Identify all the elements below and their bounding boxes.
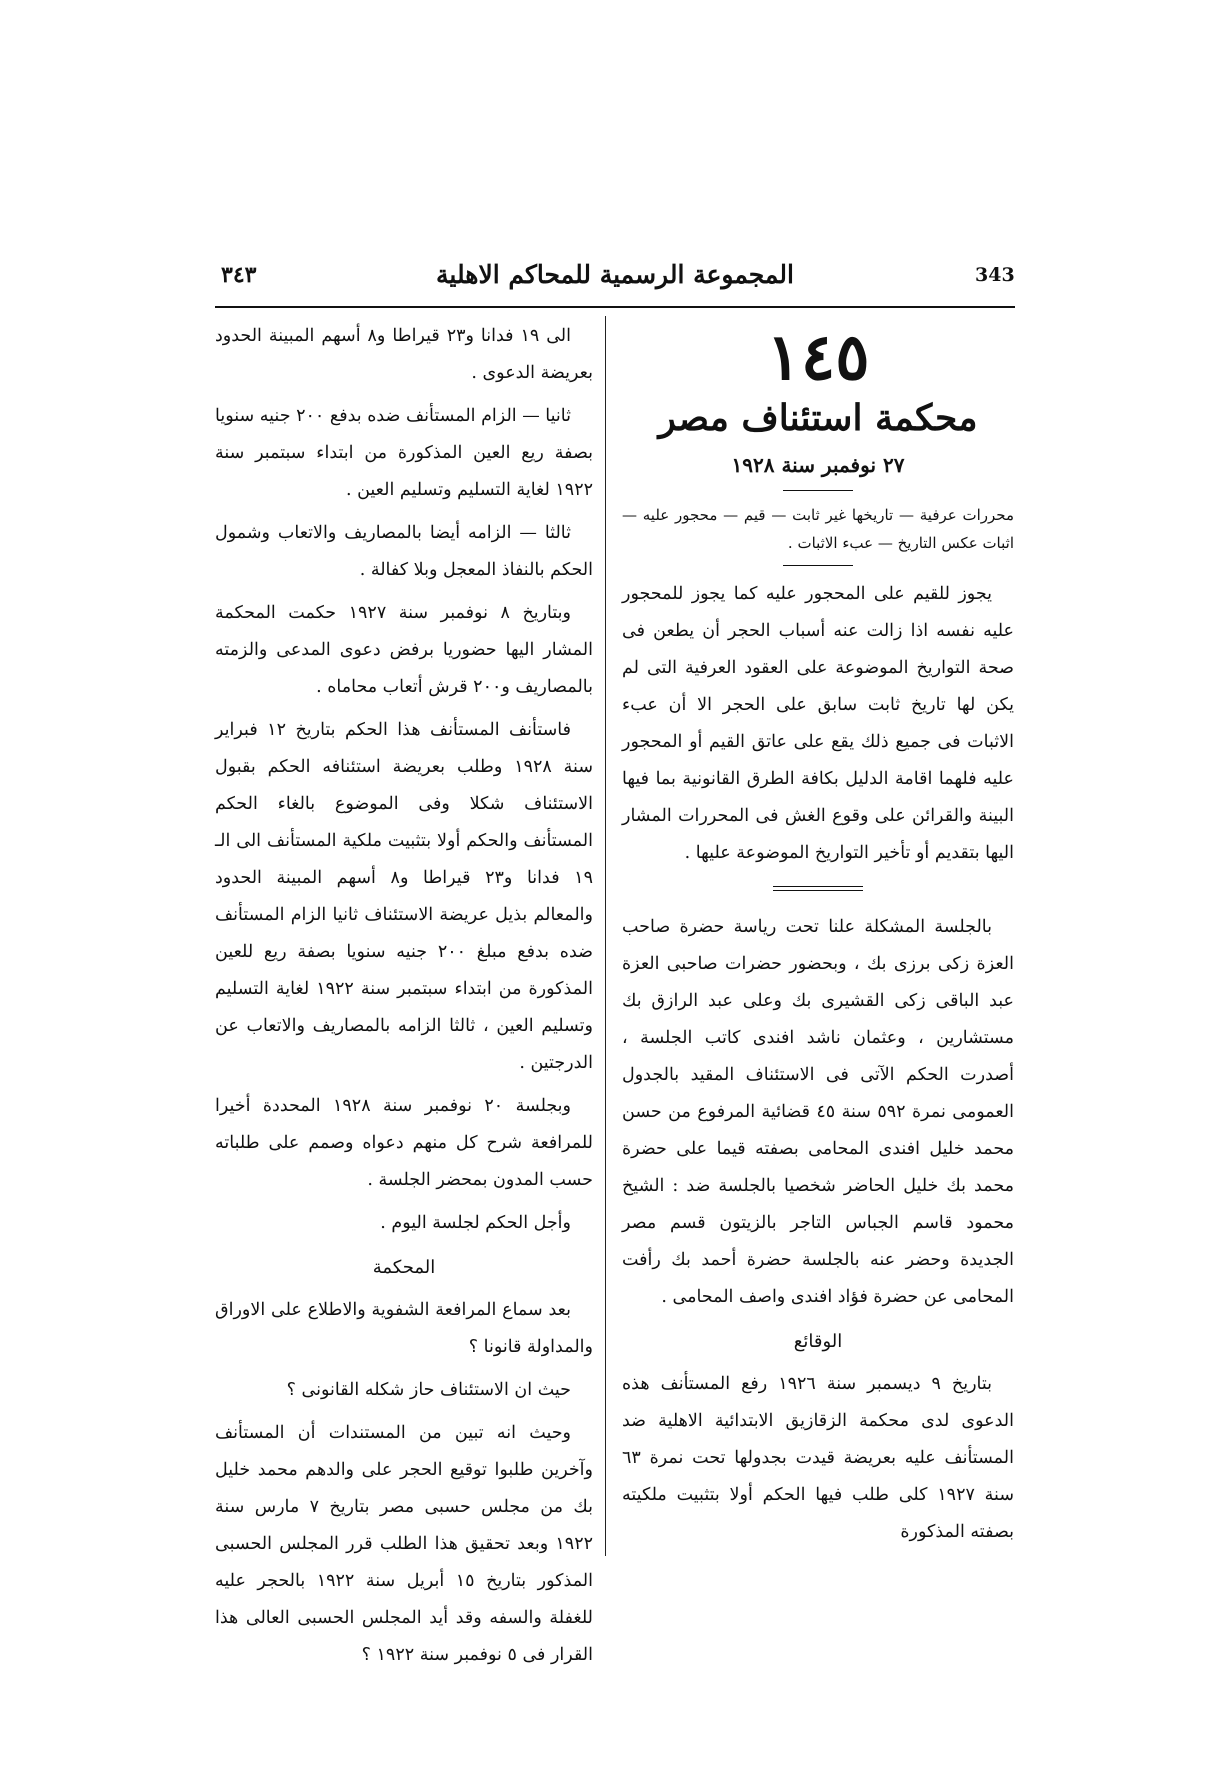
page-number-arabic: ٣٤٣ — [221, 262, 257, 288]
date-rule — [783, 490, 853, 491]
paragraph: فاستأنف المستأنف هذا الحكم بتاريخ ١٢ فبراير سنة ١٩٢٨ وطلب بعريضة استئنافه الحكم بقبول الاستئناف شكلا وفى الموضوع بالغاء الحكم المستأنف والحكم أولا بتثبيت ملكية المستأنف الى الـ ١٩ فدانا و٢٣ قيراطا و٨ أسهم المبينة الحدود والمعالم بذيل عريضة الاستئناف ثانيا الزام المستأنف ضده بدفع مبلغ ٢٠٠ جنيه سنويا بصفة ريع للعين المذكورة من ابتداء سبتمبر سنة ١٩٢٢ لغاية التسليم وتسليم العين ، ثالثا الزامه بالمصاريف والاتعاب عن الدرجتين . — [215, 720, 594, 1073]
paragraph: ثانيا — الزام المستأنف ضده بدفع ٢٠٠ جنيه سنويا بصفة ريع العين المذكورة من ابتداء سبتمبر سنة ١٩٢٢ لغاية التسليم وتسليم العين . — [215, 406, 593, 500]
paragraph: وبجلسة ٢٠ نوفمبر سنة ١٩٢٨ المحددة أخيرا للمرافعة شرح كل منهم دعواه وصمم على طلباته حسب المدون بمحضر الجلسة . — [215, 1096, 593, 1190]
facts-heading: الوقائع — [793, 1331, 843, 1352]
paragraph: ثالثا — الزامه أيضا بالمصاريف والاتعاب وشمول الحكم بالنفاذ المعجل وبلا كفالة . — [215, 523, 593, 580]
keywords-rule — [783, 565, 853, 566]
paragraph: وحيث انه تبين من المستندات أن المستأنف وآخرين طلبوا توقيع الحجر على والدهم محمد خليل بك من مجلس حسبى مصر بتاريخ ٧ مارس سنة ١٩٢٢ وبعد تحقيق هذا الطلب قرر المجلس الحسبى المذكور بتاريخ ١٥ أبريل سنة ١٩٢٢ بالحجر عليه للغفلة والسفه وقد أيد المجلس الحسبى العالى هذا القرار فى ٥ نوفمبر سنة ١٩٢٢ ؟ — [215, 1423, 594, 1665]
case-date: ٢٧ نوفمبر سنة ١٩٢٨ — [731, 453, 905, 477]
paragraph: الى ١٩ فدانا و٢٣ قيراطا و٨ أسهم المبينة الحدود بعريضة الدعوى . — [215, 326, 593, 383]
double-rule — [773, 886, 863, 891]
right-column — [622, 318, 1014, 1557]
page-header — [215, 258, 1015, 302]
paragraph: حيث ان الاستئناف حاز شكله القانونى ؟ — [286, 1380, 571, 1400]
paragraph: بعد سماع المرافعة الشفوية والاطلاع على الاوراق والمداولة قانونا ؟ — [215, 1300, 593, 1357]
paragraph: وأجل الحكم لجلسة اليوم . — [380, 1213, 571, 1233]
header-rule — [215, 306, 1015, 308]
court-name: محكمة استئناف مصر — [658, 397, 978, 439]
facts-paragraph: بتاريخ ٩ ديسمبر سنة ١٩٢٦ رفع المستأنف هذه الدعوى لدى محكمة الزقازيق الابتدائية الاهلية ضد المستأنف عليه بعريضة قيدت بجدولها تحت نمرة ٦٣ سنة ١٩٢٧ كلى طلب فيها الحكم أولا بتثبيت ملكيته بصفته المذكورة — [622, 1374, 1014, 1542]
page-number-latin: 343 — [975, 264, 1015, 286]
legal-principle: يجوز للقيم على المحجور عليه كما يجوز للمحجور عليه نفسه اذا زالت عنه أسباب الحجر أن يطعن فى صحة التواريخ الموضوعة على العقود العرفية التى لم يكن لها تاريخ ثابت سابق على الحجر الا أن عبء الاثبات فى جميع ذلك يقع على عاتق القيم أو المحجور عليه فلهما اقامة الدليل بكافة الطرق القانونية بما فيها البينة والقرائن على وقوع الغش فى المحررات المشار اليها بتقديم أو تأخير التواريخ الموضوعة عليها . — [622, 584, 1014, 863]
column-divider — [605, 316, 606, 1556]
session-paragraph: بالجلسة المشكلة علنا تحت رياسة حضرة صاحب العزة زكى برزى بك ، وبحضور حضرات صاحبى العزة عبد الباقى زكى القشيرى بك وعلى عبد الرازق بك مستشارين ، وعثمان ناشد افندى كاتب الجلسة ، أصدرت الحكم الآتى فى الاستئناف المقيد بالجدول العمومى نمرة ٥٩٢ سنة ٤٥ قضائية المرفوع من حسن محمد خليل افندى المحامى بصفته قيما على حضرة محمد بك خليل الحاضر شخصيا بالجلسة ضد : الشيخ محمود قاسم الجباس التاجر بالزيتون قسم مصر الجديدة وحضر عنه بالجلسة حضرة أحمد بك رأفت المحامى عن حضرة فؤاد افندى واصف المحامى . — [622, 917, 1014, 1307]
case-number: ١٤٥ — [766, 320, 870, 395]
court-heading: المحكمة — [372, 1257, 436, 1278]
publication-title: المجموعة الرسمية للمحاكم الاهلية — [436, 260, 794, 289]
left-column — [215, 318, 593, 1680]
keywords: محررات عرفية — تاريخها غير ثابت — قيم — محجور عليه — اثبات عكس التاريخ — عبء الاثبات . — [622, 506, 1014, 552]
paragraph: وبتاريخ ٨ نوفمبر سنة ١٩٢٧ حكمت المحكمة المشار اليها حضوريا برفض دعوى المدعى والزمته بالمصاريف و٢٠٠ قرش أتعاب محاماه . — [215, 603, 593, 697]
